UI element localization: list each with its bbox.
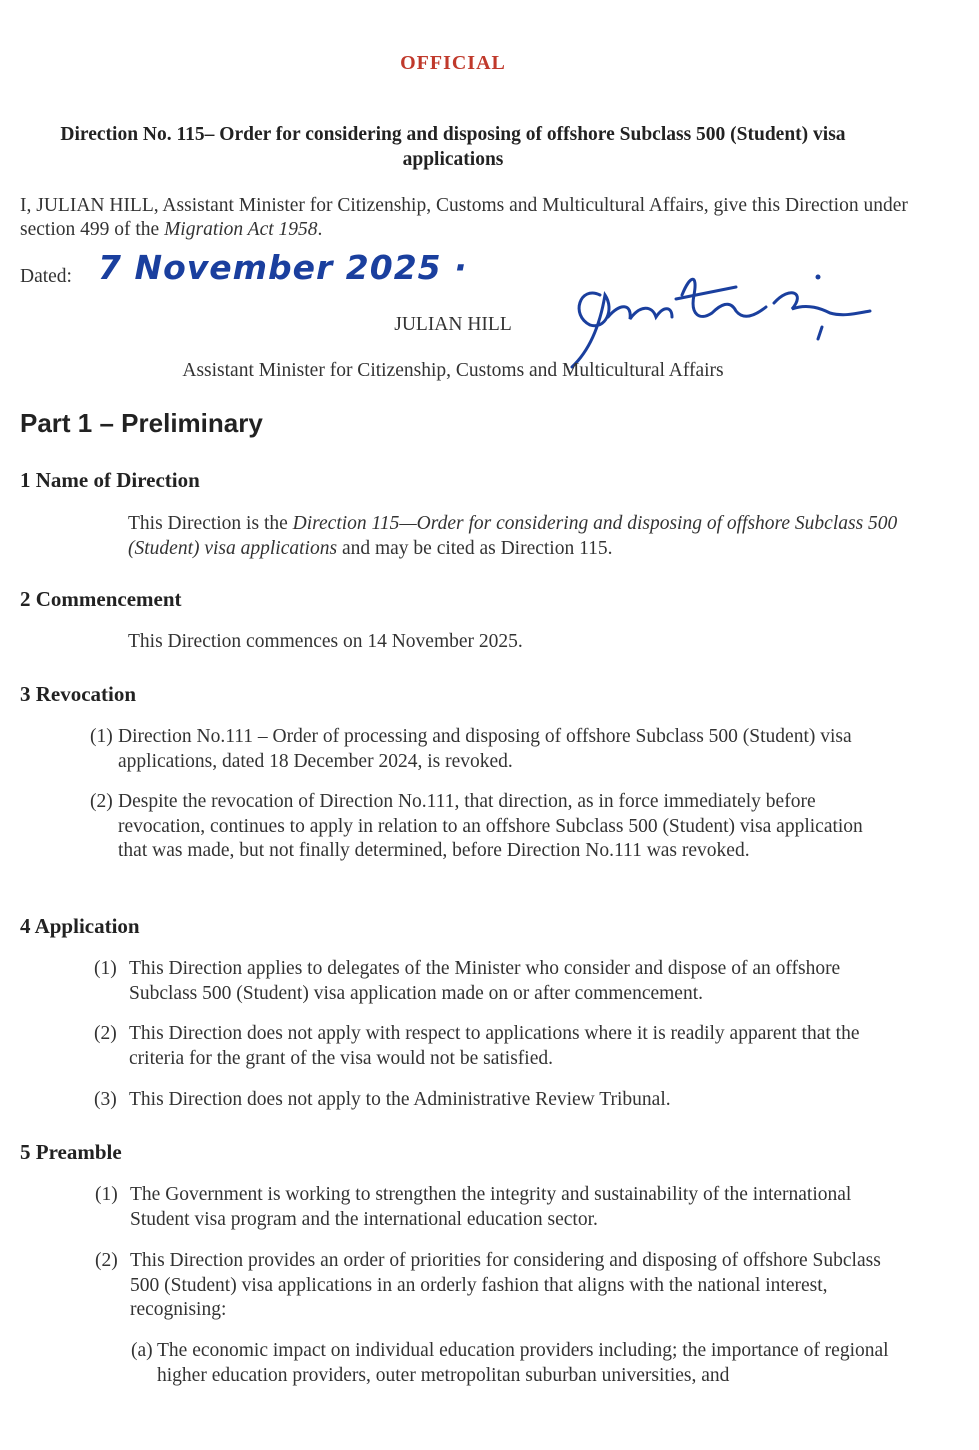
section-heading-revocation: 3 Revocation xyxy=(20,682,137,706)
intro-act-name: Migration Act 1958 xyxy=(164,219,318,240)
revocation-clause-2 xyxy=(90,790,890,864)
handwritten-date: 7 November 2025 · xyxy=(98,248,468,287)
application-clause-3 xyxy=(94,1088,884,1113)
intro-text-before: I, JULIAN HILL, Assistant Minister for Citizenship, Customs and Multicultural Affairs, give this Direction under section 499 of the xyxy=(20,195,908,240)
signer-role: Assistant Minister for Citizenship, Customs and Multicultural Affairs xyxy=(182,360,724,381)
clause-text xyxy=(90,790,890,864)
section-heading-commencement: 2 Commencement xyxy=(20,587,182,611)
clause-text xyxy=(95,1183,885,1232)
application-clause-2 xyxy=(94,1022,884,1071)
clause-text xyxy=(131,1339,891,1388)
clause-number: (2) xyxy=(90,791,113,812)
clause-text xyxy=(94,1022,884,1071)
clause-text-content: The economic impact on individual education providers including; the importance of regional higher education providers, outer metropolitan suburban universities, and xyxy=(157,1340,889,1386)
intro-text-after: . xyxy=(317,219,323,240)
section-heading-preamble: 5 Preamble xyxy=(20,1140,122,1164)
document-title: Direction No. 115– Order for considering and disposing of offshore Subclass 500 (Student) visa applications xyxy=(60,124,846,170)
revocation-clause-1 xyxy=(90,725,890,774)
clause-number: (1) xyxy=(95,1184,118,1205)
section-2-text: This Direction commences on 14 November 2025. xyxy=(128,631,523,652)
clause-number: (2) xyxy=(94,1023,117,1044)
s1-direction-title: Direction 115—Order for considering and disposing of offshore Subclass 500 (Student) visa applications xyxy=(128,513,898,559)
s1-text-before: This Direction is the xyxy=(128,513,293,534)
section-heading-name-of-direction: 1 Name of Direction xyxy=(20,468,200,492)
section-heading-application: 4 Application xyxy=(20,914,140,938)
clause-number: (2) xyxy=(95,1250,118,1271)
clause-text xyxy=(90,725,890,774)
clause-text xyxy=(94,957,884,1006)
clause-text xyxy=(95,1249,885,1323)
clause-text-content: This Direction does not apply to the Administrative Review Tribunal. xyxy=(129,1089,671,1110)
clause-text-content: This Direction applies to delegates of the Minister who consider and dispose of an offshore Subclass 500 (Student) visa application made on or after commencement. xyxy=(129,958,841,1004)
clause-number: (3) xyxy=(94,1089,117,1110)
clause-text-content: Direction No.111 – Order of processing and disposing of offshore Subclass 500 (Student) visa applications, dated 18 December 2024, is revoked. xyxy=(118,726,852,772)
section-1-text xyxy=(128,512,908,561)
clause-text xyxy=(94,1088,884,1113)
part-heading: Part 1 – Preliminary xyxy=(20,408,263,438)
preamble-subclause-a xyxy=(131,1339,891,1388)
clause-number: (1) xyxy=(94,958,117,979)
s1-text-after: and may be cited as Direction 115. xyxy=(337,537,613,559)
clause-number: (1) xyxy=(90,726,113,747)
security-marking: OFFICIAL xyxy=(400,52,506,74)
clause-text-content: Despite the revocation of Direction No.111, that direction, as in force immediately before revocation, continues to apply in relation to an offshore Subclass 500 (Student) visa application that was made, but not finally determined, before Direction No.111 was revoked. xyxy=(118,791,863,861)
application-clause-1 xyxy=(94,957,884,1006)
intro-paragraph xyxy=(20,194,920,242)
dated-label: Dated: xyxy=(20,266,72,287)
clause-text-content: This Direction provides an order of priorities for considering and disposing of offshore Subclass 500 (Student) visa applications in an orderly fashion that aligns with the national interest, recognising: xyxy=(130,1250,881,1320)
signer-name: JULIAN HILL xyxy=(394,314,512,335)
signature-image xyxy=(560,255,880,375)
clause-number: (a) xyxy=(131,1340,153,1361)
preamble-clause-1 xyxy=(95,1183,885,1232)
clause-text-content: The Government is working to strengthen the integrity and sustainability of the international Student visa program and the international education sector. xyxy=(130,1184,852,1230)
preamble-clause-2 xyxy=(95,1249,885,1323)
clause-text-content: This Direction does not apply with respect to applications where it is readily apparent that the criteria for the grant of the visa would not be satisfied. xyxy=(129,1023,860,1069)
